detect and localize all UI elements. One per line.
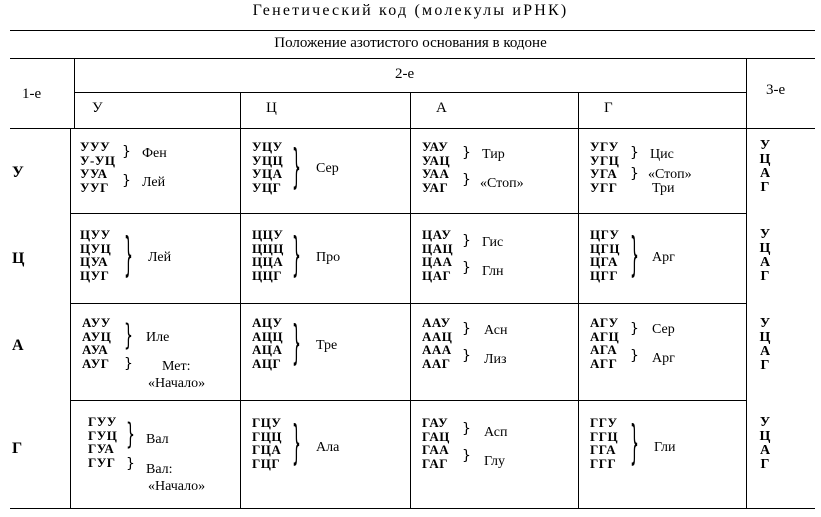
codon: АГГ: [590, 355, 618, 371]
codon: УУА: [80, 166, 108, 181]
codon-list: [80, 228, 111, 282]
codon: ААГ: [422, 355, 451, 371]
brace-icon: }: [124, 230, 133, 284]
brace-icon: }: [630, 418, 639, 472]
subtitle-rule: [10, 58, 815, 59]
third-bases-row-a: [751, 317, 779, 373]
first-base-a: А: [12, 337, 24, 354]
codon: ГЦЦ: [252, 428, 282, 444]
third-base-g: Г: [760, 457, 770, 472]
second-header-div-3: [578, 92, 579, 128]
third-base-c: Ц: [759, 241, 771, 256]
amino-acid: «Стоп»: [480, 176, 524, 191]
amino-acid: Цис: [650, 147, 674, 162]
amino-acid: Асп: [484, 425, 508, 440]
third-base-u: У: [759, 415, 771, 430]
codon-list: [590, 228, 620, 282]
codon: УУГ: [80, 179, 109, 195]
third-bases-row-u: [751, 139, 779, 195]
codon: ААУ: [422, 315, 451, 330]
codon: ЦУА: [80, 254, 109, 269]
brace-icon: }: [630, 348, 639, 364]
codon-list: [252, 228, 284, 282]
codon-list: [422, 140, 450, 194]
codon: ААА: [422, 342, 452, 357]
third-base-c: Ц: [759, 330, 771, 345]
amino-acid: «Начало»: [148, 376, 206, 391]
third-base-g: Г: [760, 358, 770, 373]
brace-icon: }: [122, 144, 131, 160]
codon: ГУЦ: [88, 427, 118, 443]
third-base-a: А: [759, 344, 771, 359]
codon: УАГ: [422, 179, 449, 195]
amino-acid: Глу: [484, 454, 506, 469]
second-base-u: У: [92, 100, 103, 116]
brace-icon: }: [630, 145, 639, 161]
body-divider-third: [746, 128, 747, 508]
codon: АЦЦ: [252, 328, 284, 344]
codon: АУУ: [82, 315, 111, 330]
codon: АЦУ: [252, 315, 283, 330]
codon: УЦУ: [252, 139, 283, 154]
codon: ЦАА: [422, 254, 453, 269]
codon-list: [80, 140, 116, 194]
codon: ГАГ: [422, 455, 449, 471]
codon-list: [88, 415, 117, 469]
codon: УУУ: [80, 139, 111, 154]
brace-icon: }: [292, 142, 301, 196]
codon: АУГ: [82, 355, 110, 371]
brace-icon: }: [124, 319, 133, 354]
brace-icon: }: [462, 260, 471, 276]
amino-acid: Три: [652, 181, 675, 196]
third-base-u: У: [759, 138, 771, 153]
codon: УГУ: [590, 139, 619, 154]
brace-icon: }: [462, 421, 471, 437]
brace-icon: }: [124, 356, 133, 372]
codon: ЦГУ: [590, 227, 620, 242]
codon-list: [252, 140, 283, 194]
amino-acid: Мет:: [162, 359, 191, 374]
row-rule-2: [70, 303, 746, 304]
row-rule-1: [70, 213, 746, 214]
codon: УАА: [422, 166, 450, 181]
title-rule: [10, 30, 815, 31]
codon: ГАА: [422, 442, 450, 457]
codon-list: [590, 416, 618, 470]
codon: ГУА: [88, 441, 115, 456]
codon: ЦГГ: [590, 267, 619, 283]
brace-icon: }: [630, 166, 639, 182]
codon: ГАЦ: [422, 428, 450, 444]
amino-acid: «Начало»: [148, 479, 206, 494]
header-bottom-rule: [10, 128, 815, 129]
codon: ГГГ: [590, 455, 617, 471]
header-second-position: 2-е: [395, 66, 415, 82]
codon-list: [82, 316, 111, 370]
amino-acid: Гис: [482, 235, 504, 250]
second-header-div-1: [240, 92, 241, 128]
brace-icon: }: [462, 448, 471, 464]
codon: АЦГ: [252, 355, 282, 371]
second-base-c: Ц: [266, 100, 277, 116]
codon: ГЦУ: [252, 415, 282, 430]
amino-acid: Вал: [146, 432, 169, 447]
codon-list: [422, 416, 450, 470]
table-subtitle: Положение азотистого основания в кодоне: [274, 35, 547, 51]
codon: АУА: [82, 342, 109, 357]
body-col-div-2: [410, 128, 411, 508]
codon: ЦЦЦ: [252, 240, 284, 256]
codon-list: [422, 228, 453, 282]
codon: ЦУГ: [80, 267, 110, 283]
third-base-c: Ц: [759, 152, 771, 167]
codon: АУЦ: [82, 328, 112, 344]
third-base-g: Г: [760, 269, 770, 284]
amino-acid: Арг: [652, 351, 675, 366]
row-rule-3: [70, 400, 746, 401]
first-base-u: У: [12, 164, 24, 181]
third-base-u: У: [759, 316, 771, 331]
codon: ГЦГ: [252, 455, 281, 471]
third-base-g: Г: [760, 180, 770, 195]
amino-acid: Тре: [316, 338, 338, 353]
brace-icon: }: [630, 230, 639, 284]
amino-acid: Лей: [148, 250, 172, 265]
brace-icon: }: [126, 418, 135, 453]
third-base-a: А: [759, 166, 771, 181]
codon: ГГУ: [590, 415, 618, 430]
codon: ГЦА: [252, 442, 282, 457]
codon: УГГ: [590, 179, 618, 195]
amino-acid: Про: [316, 250, 341, 265]
brace-icon: }: [462, 233, 471, 249]
amino-acid: Асн: [484, 323, 508, 338]
second-base-g: Г: [604, 100, 613, 116]
header-divider-right: [746, 58, 747, 128]
amino-acid: Гли: [654, 440, 676, 455]
codon: АГЦ: [590, 328, 620, 344]
body-col-div-3: [578, 128, 579, 508]
codon: АЦА: [252, 342, 283, 357]
amino-acid: Глн: [482, 264, 504, 279]
brace-icon: }: [462, 145, 471, 161]
codon: УЦГ: [252, 179, 282, 195]
third-bases-row-g: [751, 416, 779, 472]
codon-list: [590, 140, 619, 194]
amino-acid: Арг: [652, 250, 675, 265]
codon: УЦЦ: [252, 152, 284, 168]
header-third-position: 3-е: [766, 82, 786, 98]
codon: ГГЦ: [590, 428, 619, 444]
codon: ЦАЦ: [422, 240, 454, 256]
third-base-u: У: [759, 227, 771, 242]
codon: УАУ: [422, 139, 449, 154]
codon: УАЦ: [422, 152, 451, 168]
amino-acid: Иле: [146, 330, 170, 345]
codon: ГАУ: [422, 415, 449, 430]
amino-acid: Ала: [316, 440, 340, 455]
header-first-position: 1-е: [22, 86, 42, 102]
codon-list: [252, 416, 282, 470]
codon: ГГА: [590, 442, 617, 457]
amino-acid: Тир: [482, 147, 505, 162]
first-base-g: Г: [12, 440, 23, 457]
amino-acid: Лиз: [484, 352, 507, 367]
third-base-a: А: [759, 443, 771, 458]
codon: ГУГ: [88, 454, 116, 470]
codon-list: [422, 316, 452, 370]
table-title: Генетический код (молекулы иРНК): [252, 2, 569, 19]
codon: ЦЦГ: [252, 267, 282, 283]
codon: У-УЦ: [80, 152, 116, 168]
codon: ЦАГ: [422, 267, 452, 283]
brace-icon: }: [292, 318, 301, 372]
codon: ЦАУ: [422, 227, 452, 242]
codon: АГА: [590, 342, 618, 357]
amino-acid: Лей: [142, 175, 166, 190]
amino-acid: Сер: [316, 161, 339, 176]
codon: ЦУУ: [80, 227, 111, 242]
brace-icon: }: [462, 172, 471, 188]
third-bases-row-c: [751, 228, 779, 284]
header-divider-left: [74, 58, 75, 128]
codon: УЦА: [252, 166, 283, 181]
codon-list: [590, 316, 619, 370]
brace-icon: }: [126, 456, 135, 472]
codon: ЦЦА: [252, 254, 284, 269]
codon: УГЦ: [590, 152, 620, 168]
third-base-c: Ц: [759, 429, 771, 444]
codon: ЦУЦ: [80, 240, 112, 256]
body-divider-first: [70, 128, 71, 508]
amino-acid: «Стоп»: [648, 167, 692, 182]
codon: АГУ: [590, 315, 619, 330]
second-base-a: А: [436, 100, 447, 116]
amino-acid: Сер: [652, 322, 675, 337]
codon: ЦГА: [590, 254, 618, 269]
codon-list: [252, 316, 283, 370]
brace-icon: }: [462, 348, 471, 364]
brace-icon: }: [292, 230, 301, 284]
codon: ГУУ: [88, 414, 117, 429]
table-bottom-rule: [10, 508, 815, 509]
body-col-div-1: [240, 128, 241, 508]
first-base-c: Ц: [12, 250, 25, 267]
amino-acid: Фен: [142, 146, 167, 161]
brace-icon: }: [292, 418, 301, 472]
codon: ЦЦУ: [252, 227, 284, 242]
amino-acid: Вал:: [146, 462, 173, 477]
second-header-div-2: [410, 92, 411, 128]
brace-icon: }: [630, 321, 639, 337]
codon: ЦГЦ: [590, 240, 620, 256]
brace-icon: }: [462, 321, 471, 337]
third-base-a: А: [759, 255, 771, 270]
brace-icon: }: [122, 173, 131, 189]
codon: ААЦ: [422, 328, 453, 344]
codon: УГА: [590, 166, 618, 181]
